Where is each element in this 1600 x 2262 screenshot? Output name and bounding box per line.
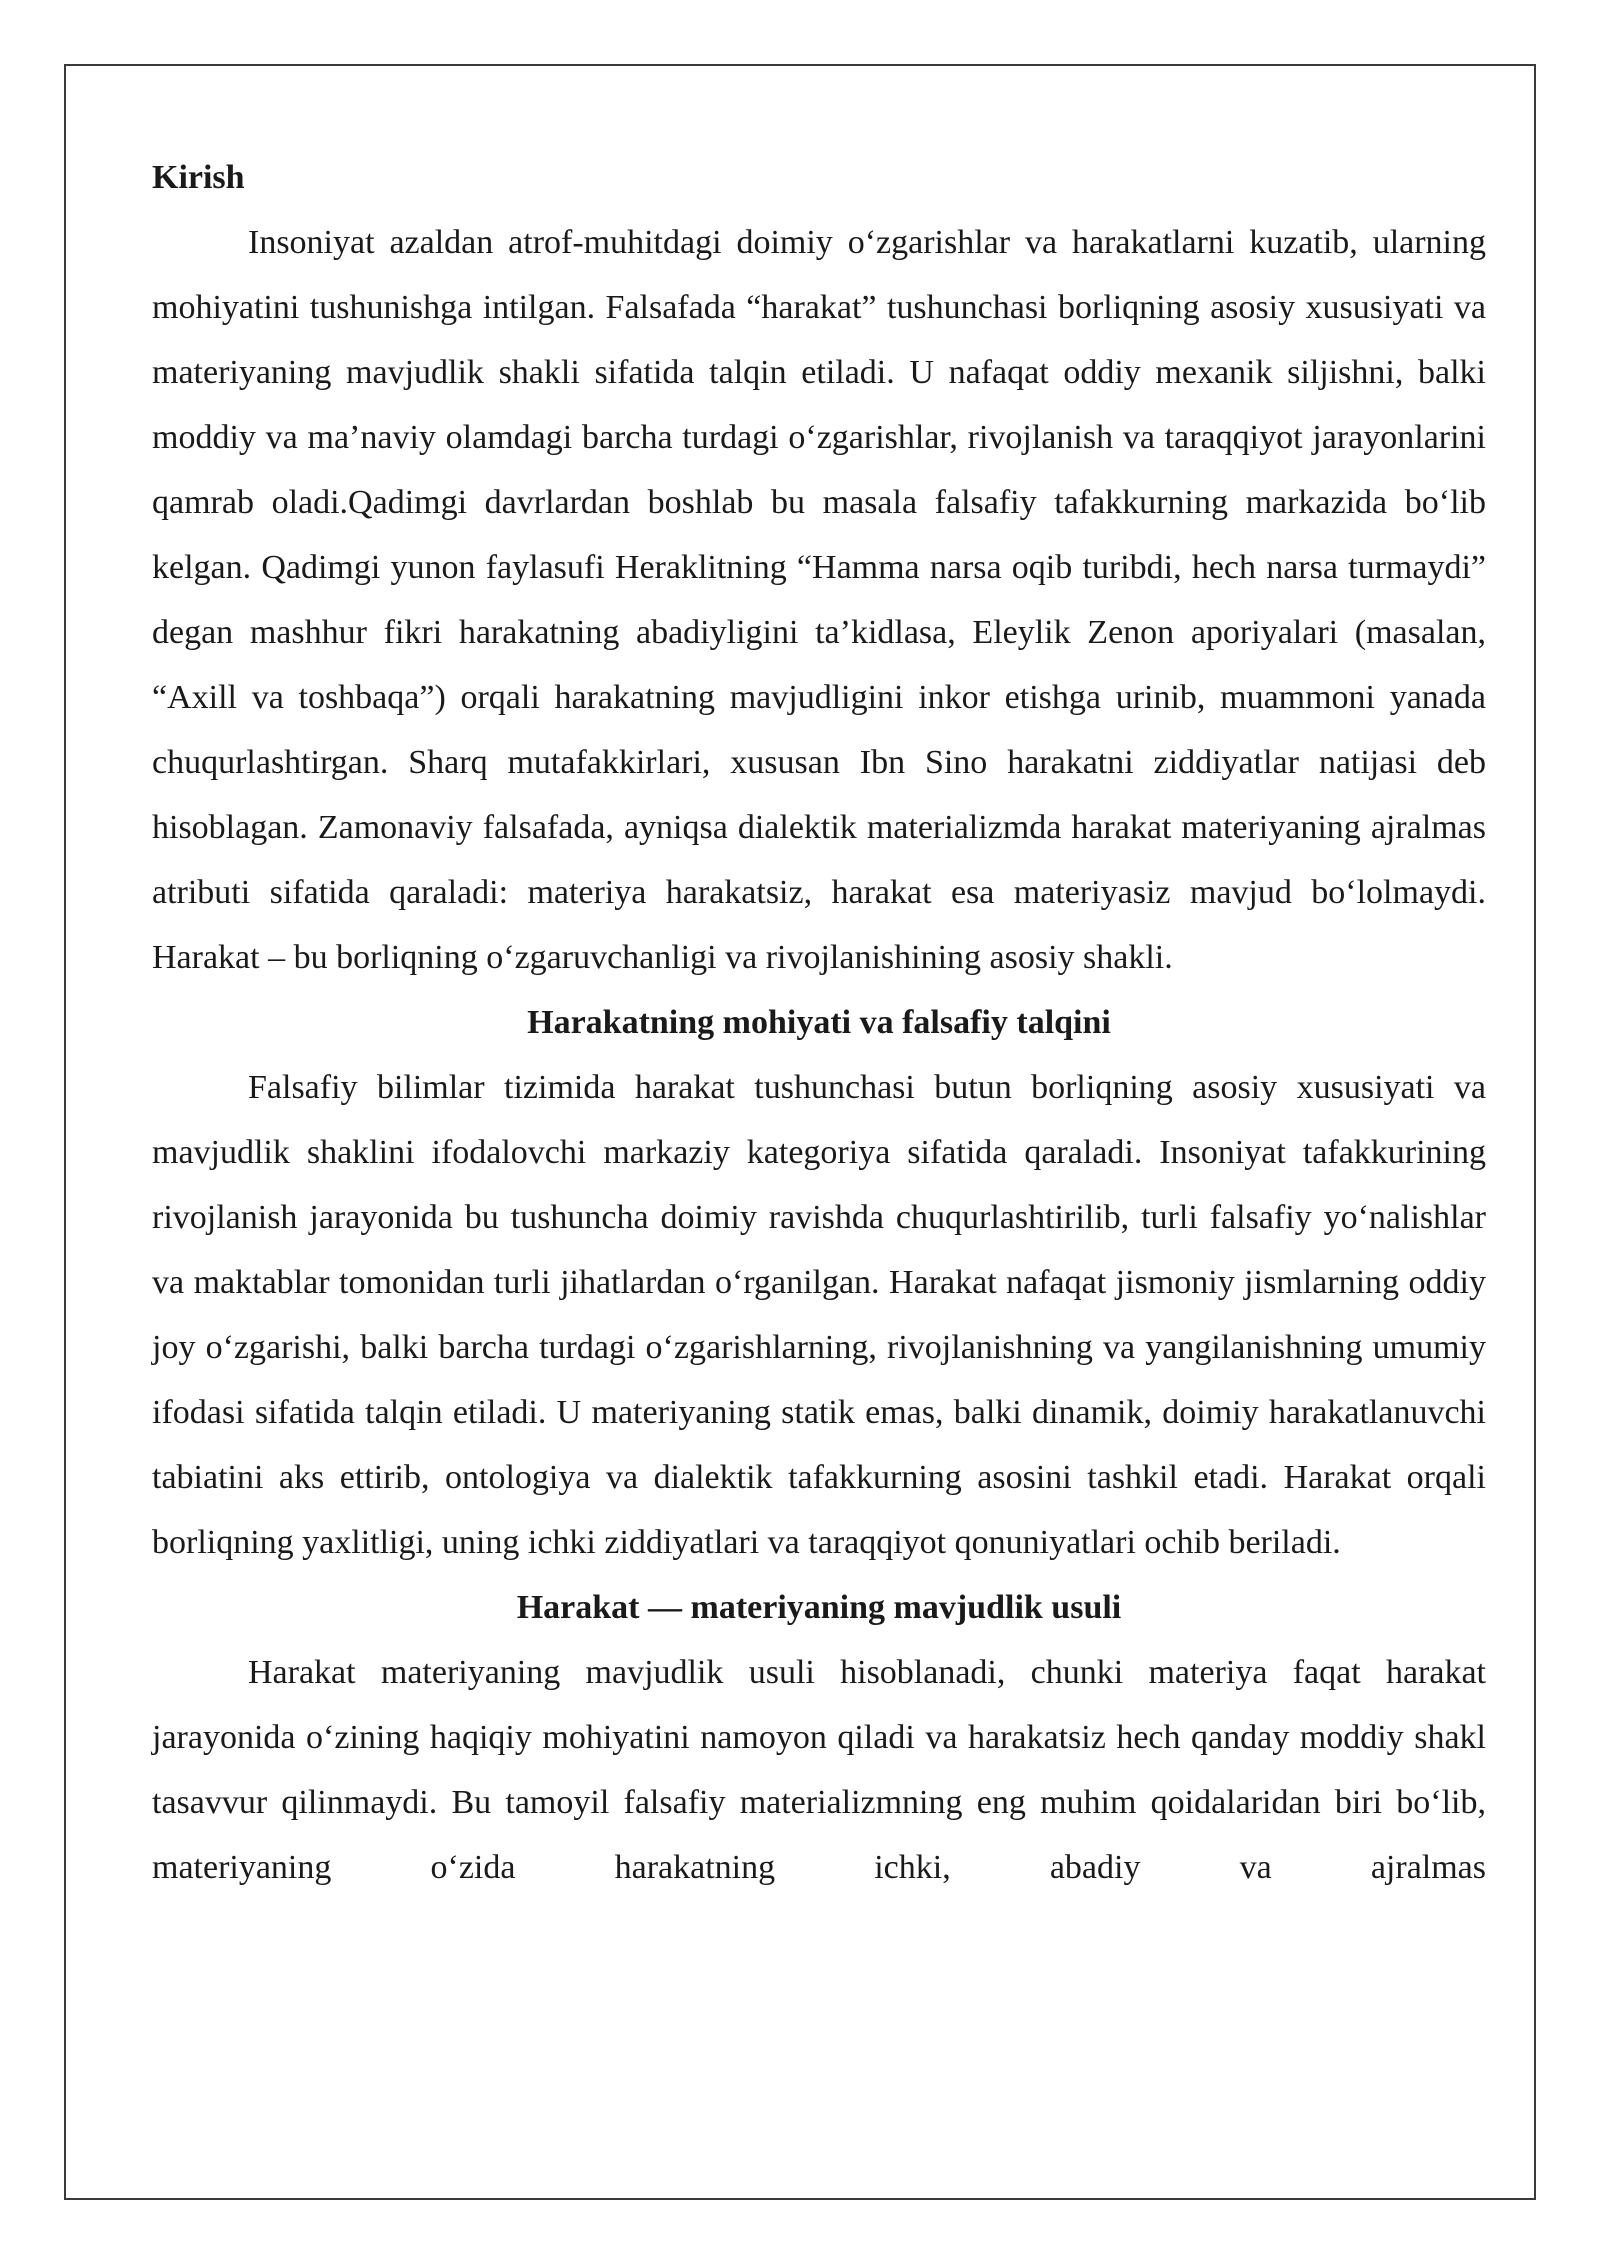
intro-heading: Kirish bbox=[152, 159, 245, 196]
intro-paragraph: Insoniyat azaldan atrof-muhitdagi doimiy o‘zgarishlar va harakatlarni kuzatib, ularning mohiyatini tushunishga intilgan. Falsafada “harakat” tushunchasi borliqning asosiy xususiyati va materiyaning mavjudlik shakli sifatida talqin etiladi. U nafaqat oddiy mexanik siljishni, balki moddiy va ma’naviy olamdagi barcha turdagi o‘zgarishlar, rivojlanish va taraqqiyot jarayonlarini qamrab oladi.Qadimgi davrlardan boshlab bu masala falsafiy tafakkurning markazida bo‘lib kelgan. Qadimgi yunon faylasufi Heraklitning “Hamma narsa oqib turibdi, hech narsa turmaydi” degan mashhur fikri harakatning abadiyligini ta’kidlasa, Eleylik Zenon aporiyalari (masalan, “Axill va toshbaqa”) orqali harakatning mavjudligini inkor etishga urinib, muammoni yanada chuqurlashtirgan. Sharq mutafakkirlari, xususan Ibn Sino harakatni ziddiyatlar natijasi deb hisoblagan. Zamonaviy falsafada, ayniqsa dialektik materializmda harakat materiyaning ajralmas atributi sifatida qaraladi: materiya harakatsiz, harakat esa materiyasiz mavjud bo‘lolmaydi. Harakat – bu borliqning o‘zgaruvchanligi va rivojlanishining asosiy shakli. bbox=[152, 224, 1486, 976]
section-paragraph-essence: Falsafiy bilimlar tizimida harakat tushunchasi butun borliqning asosiy xususiyati va mavjudlik shaklini ifodalovchi markaziy kategoriya sifatida qaraladi. Insoniyat tafakkurining rivojlanish jarayonida bu tushuncha doimiy ravishda chuqurlashtirilib, turli falsafiy yo‘nalishlar va maktablar tomonidan turli jihatlardan o‘rganilgan. Harakat nafaqat jismoniy jismlarning oddiy joy o‘zgarishi, balki barcha turdagi o‘zgarishlarning, rivojlanishning va yangilanishning umumiy ifodasi sifatida talqin etiladi. U materiyaning statik emas, balki dinamik, doimiy harakatlanuvchi tabiatini aks ettirib, ontologiya va dialektik tafakkurning asosini tashkil etadi. Harakat orqali borliqning yaxlitligi, uning ichki ziddiyatlari va taraqqiyot qonuniyatlari ochib beriladi. bbox=[152, 1069, 1486, 1561]
section-paragraph-mode-of-existence: Harakat materiyaning mavjudlik usuli hisoblanadi, chunki materiya faqat harakat jarayonida o‘zining haqiqiy mohiyatini namoyon qiladi va harakatsiz hech qanday moddiy shakl tasavvur qilinmaydi. Bu tamoyil falsafiy materializmning eng muhim qoidalaridan biri bo‘lib, materiyaning o‘zida harakatning ichki, abadiy va ajralmas bbox=[152, 1654, 1486, 1886]
section-heading-essence: Harakatning mohiyati va falsafiy talqini bbox=[527, 1004, 1111, 1041]
document-body bbox=[152, 145, 1486, 1900]
section-heading-mode-of-existence: Harakat — materiyaning mavjudlik usuli bbox=[516, 1589, 1122, 1626]
